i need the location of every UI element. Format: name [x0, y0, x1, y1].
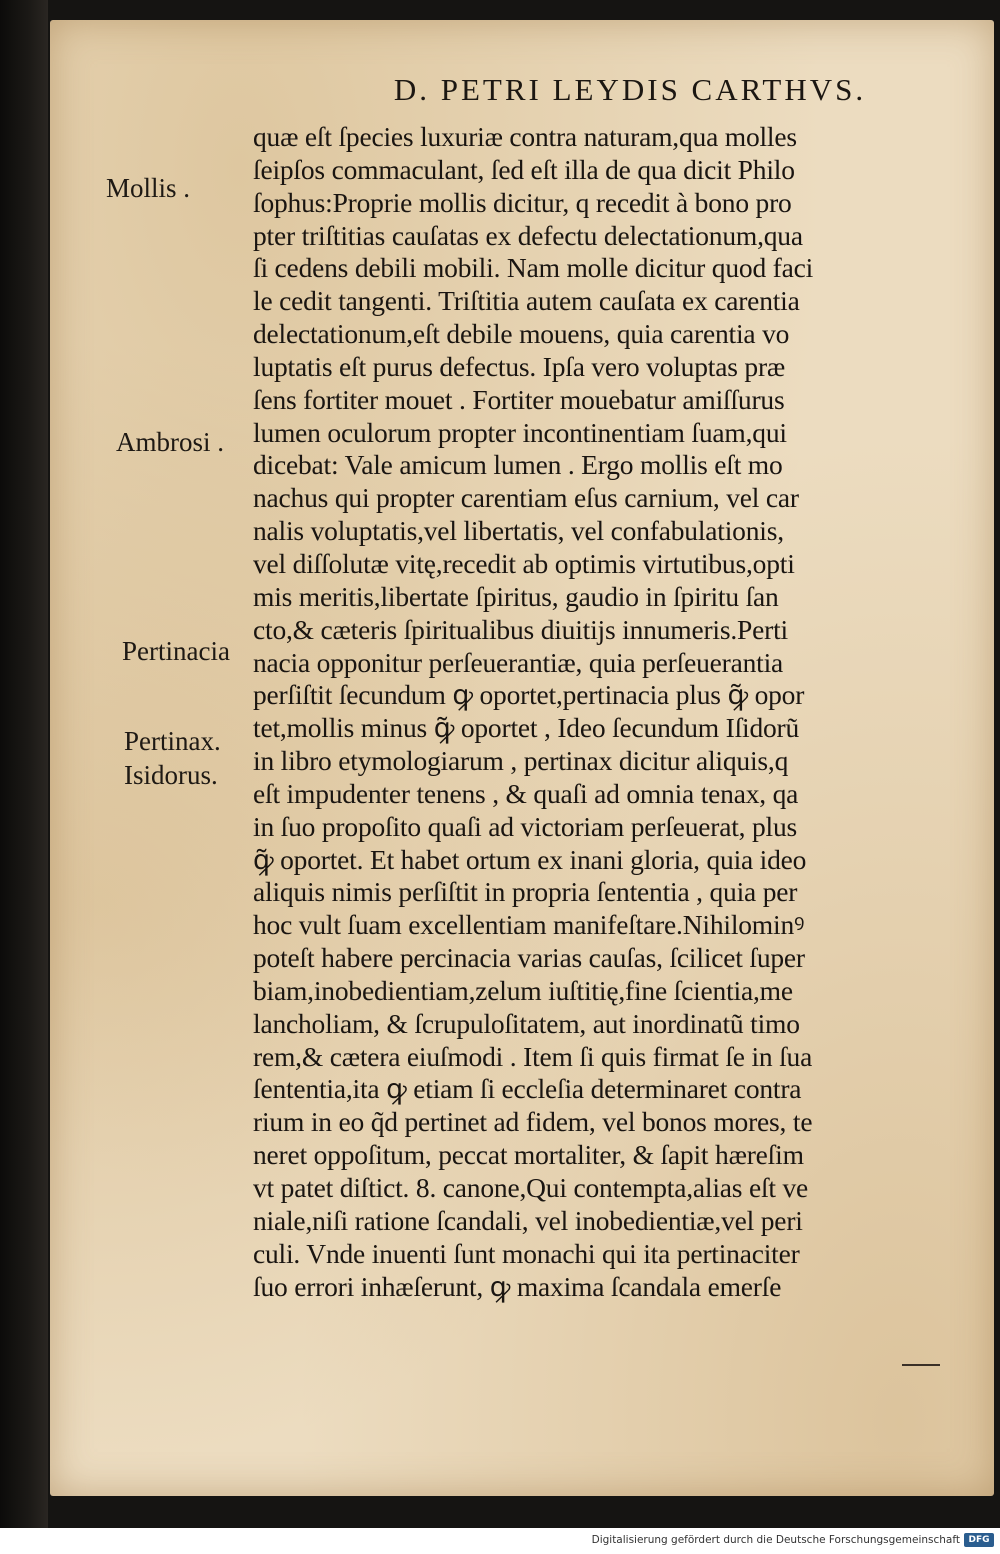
marginal-note-isidorus: Isidorus. — [124, 760, 218, 790]
text-line: in libro etymologiarum , pertinax dicitur aliquis,q — [253, 745, 789, 777]
text-line: luptatis eſt purus defectus. Ipſa vero voluptas præ — [253, 350, 786, 382]
text-line: perſiſtit ſecundum ꝙ oportet,pertinacia plus ꝙ̃ opor — [253, 679, 805, 711]
text-line: mis meritis,libertate ſpiritus, gaudio in ſpiritu ſan — [253, 580, 779, 612]
text-line: aliquis nimis perſiſtit in propria ſententia , quia per — [253, 876, 798, 908]
text-line: ꝙ̃ oportet. Et habet ortum ex inani gloria, quia ideo — [253, 843, 807, 875]
text-line: biam,inobedientiam,zelum iuſtitię,fine ſcientia,me — [253, 974, 793, 1006]
text-line: pter triſtitias cauſatas ex defectu delectationum,qua — [253, 219, 803, 251]
scan-edge — [0, 0, 48, 1528]
text-line: lumen oculorum propter incontinentiam ſuam,qui — [253, 416, 787, 448]
text-line: neret oppoſitum, peccat mortaliter, & ſapit hæreſim — [253, 1139, 804, 1171]
text-line: tet,mollis minus ꝙ̃ oportet , Ideo ſecundum Iſidorũ — [253, 712, 800, 744]
text-line: dicebat: Vale amicum lumen . Ergo mollis eſt mo — [253, 449, 783, 481]
text-line: quæ eſt ſpecies luxuriæ contra naturam,qua molles — [253, 121, 797, 152]
text-line: ſententia,ita ꝙ etiam ſi eccleſia determinaret contra — [253, 1073, 802, 1105]
text-line: lancholiam, & ſcrupuloſitatem, aut inordinatũ timo — [253, 1007, 800, 1039]
main-text-block — [253, 121, 965, 1303]
marginal-note-ambrosi: Ambrosi . — [116, 427, 224, 457]
footer-bar — [0, 1528, 1000, 1554]
text-line: vt patet diſtict. 8. canone,Qui contempta,alias eſt ve — [253, 1172, 809, 1203]
text-line: ſeipſos commaculant, ſed eſt illa de qua dicit Philo — [253, 153, 795, 185]
text-line: vel diſſolutæ vitę,recedit ab optimis virtutibus,opti — [253, 547, 795, 579]
text-line: cto,& cæteris ſpiritualibus diuitijs innumeris.Perti — [253, 613, 788, 645]
text-line: nachus qui propter carentiam eſus carnium, vel car — [253, 482, 799, 514]
dfg-logo-icon: DFG — [964, 1533, 994, 1547]
text-line: le cedit tangenti. Triſtitia autem cauſata ex carentia — [253, 285, 800, 317]
page-end-rule — [902, 1364, 940, 1366]
marginal-note-mollis: Mollis . — [106, 173, 191, 203]
text-line: culi. Vnde inuenti ſunt monachi qui ita pertinaciter — [253, 1237, 800, 1269]
text-line: in ſuo propoſito quaſi ad victoriam perſeuerat, plus — [253, 810, 798, 842]
text-line: eſt impudenter tenens , & quaſi ad omnia tenax, qa — [253, 777, 799, 809]
text-line: ſuo errori inhæſerunt, ꝙ maxima ſcandala emerſe — [253, 1270, 782, 1302]
marginal-note-pertinax: Pertinax. — [124, 726, 221, 756]
text-line: niale,niſi ratione ſcandali, vel inobedientiæ,vel peri — [253, 1204, 803, 1236]
text-line: nacia opponitur perſeuerantiæ, quia perſeuerantia — [253, 646, 784, 678]
text-line: nalis voluptatis,vel libertatis, vel confabulationis, — [253, 515, 784, 547]
text-line: rem,& cætera eiuſmodi . Item ſi quis firmat ſe in ſua — [253, 1040, 813, 1072]
marginal-note-pertinacia: Pertinacia — [122, 636, 230, 666]
text-line: ſophus:Proprie mollis dicitur, q recedit à bono pro — [253, 186, 792, 218]
text-line: ſens fortiter mouet . Fortiter mouebatur amiſſurus — [253, 383, 785, 415]
funding-credit: Digitalisierung gefördert durch die Deutsche Forschungsgemeinschaft — [591, 1534, 960, 1546]
text-line: poteſt habere percinacia varias cauſas, ſcilicet ſuper — [253, 942, 805, 974]
running-head: D. PETRI LEYDIS CARTHVS. — [393, 72, 867, 107]
text-line: hoc vult ſuam excellentiam manifeſtare.Nihilominꝰ — [253, 909, 805, 941]
text-line: rium in eo q̃d pertinet ad fidem, vel bonos mores, te — [253, 1106, 813, 1138]
text-line: delectationum,eſt debile mouens, quia carentia vo — [253, 318, 790, 350]
text-line: ſi cedens debili mobili. Nam molle dicitur quod faci — [253, 252, 814, 284]
